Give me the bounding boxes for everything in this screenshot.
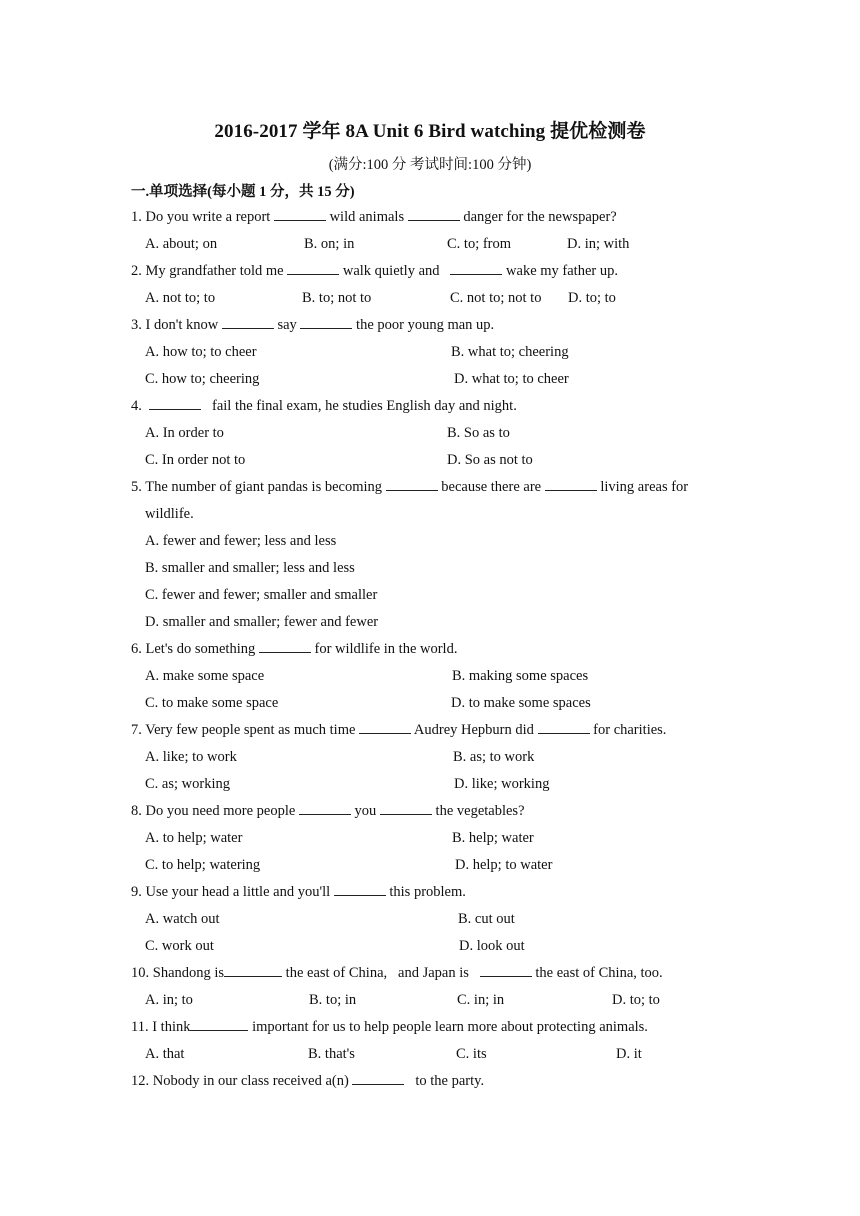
- question-text: you: [354, 803, 377, 819]
- option-b[interactable]: B. making some spaces: [452, 668, 589, 684]
- option-b[interactable]: B. So as to: [447, 425, 510, 441]
- question-4: [131, 397, 517, 415]
- question-text: the east of China,: [285, 965, 388, 981]
- answer-blank[interactable]: [386, 478, 438, 491]
- option-d[interactable]: D. help; to water: [455, 857, 553, 873]
- option-a[interactable]: A. in; to: [145, 992, 193, 1008]
- answer-blank[interactable]: [274, 208, 326, 221]
- option-a[interactable]: A. In order to: [145, 425, 224, 441]
- question-text: 9. Use your head a little and you'll: [131, 884, 331, 900]
- option-a[interactable]: A. about; on: [145, 236, 218, 252]
- option-b[interactable]: B. to; not to: [302, 290, 372, 306]
- option-b[interactable]: B. what to; cheering: [451, 344, 569, 360]
- question-text: 2. My grandfather told me: [131, 263, 284, 279]
- question-text: 8. Do you need more people: [131, 803, 296, 819]
- option-d[interactable]: D. smaller and smaller; fewer and fewer: [145, 614, 379, 630]
- question-text: important for us to help people learn more about protecting animals.: [252, 1019, 648, 1035]
- option-b[interactable]: B. that's: [308, 1046, 355, 1062]
- question-9: [131, 883, 466, 901]
- question-11: [131, 1018, 648, 1036]
- option-d[interactable]: D. what to; to cheer: [454, 371, 569, 387]
- question-text: wild animals: [329, 209, 405, 225]
- option-b[interactable]: B. on; in: [304, 236, 355, 252]
- answer-blank[interactable]: [545, 478, 597, 491]
- option-d[interactable]: D. it: [616, 1046, 642, 1062]
- page-title: 2016-2017 学年 8A Unit 6 Bird watching 提优检测卷: [214, 121, 646, 142]
- question-text: 6. Let's do something: [131, 641, 256, 657]
- option-a[interactable]: A. like; to work: [145, 749, 237, 765]
- answer-blank[interactable]: [222, 316, 274, 329]
- option-d[interactable]: D. to; to: [568, 290, 616, 306]
- option-c[interactable]: C. to; from: [447, 236, 512, 252]
- option-b[interactable]: B. to; in: [309, 992, 357, 1008]
- option-c[interactable]: C. In order not to: [145, 452, 246, 468]
- option-a[interactable]: A. make some space: [145, 668, 265, 684]
- question-text: Audrey Hepburn did: [413, 722, 534, 738]
- option-a[interactable]: A. that: [145, 1046, 185, 1062]
- option-c[interactable]: C. to help; watering: [145, 857, 261, 873]
- answer-blank[interactable]: [224, 964, 282, 977]
- question-continuation: wildlife.: [145, 506, 194, 522]
- option-a[interactable]: A. watch out: [145, 911, 220, 927]
- question-text: and Japan is: [398, 965, 469, 981]
- question-12: [131, 1072, 484, 1090]
- question-1: [131, 208, 617, 226]
- answer-blank[interactable]: [450, 262, 502, 275]
- section-heading: 一.单项选择(每小题 1 分，共 15 分): [131, 184, 355, 200]
- option-b[interactable]: B. cut out: [458, 911, 515, 927]
- answer-blank[interactable]: [299, 802, 351, 815]
- option-c[interactable]: C. to make some space: [145, 695, 279, 711]
- option-a[interactable]: A. how to; to cheer: [145, 344, 257, 360]
- option-c[interactable]: C. its: [456, 1046, 487, 1062]
- question-text: walk quietly and: [342, 263, 440, 279]
- option-d[interactable]: D. to; to: [612, 992, 660, 1008]
- answer-blank[interactable]: [149, 397, 201, 410]
- question-5: [131, 478, 688, 496]
- question-text: for charities.: [593, 722, 667, 738]
- option-d[interactable]: D. in; with: [567, 236, 630, 252]
- question-text: 10. Shandong is: [131, 965, 225, 981]
- question-text: this problem.: [389, 884, 466, 900]
- question-text: the vegetables?: [435, 803, 525, 819]
- option-d[interactable]: D. like; working: [454, 776, 550, 792]
- option-c[interactable]: C. in; in: [457, 992, 505, 1008]
- question-text: 5. The number of giant pandas is becoming: [131, 479, 383, 495]
- question-text: living areas for: [600, 479, 689, 495]
- question-3: [131, 316, 494, 334]
- option-c[interactable]: C. as; working: [145, 776, 230, 792]
- question-text: 3. I don't know: [131, 317, 219, 333]
- question-2: [131, 262, 618, 280]
- question-text: for wildlife in the world.: [314, 641, 458, 657]
- question-text: because there are: [441, 479, 542, 495]
- question-text: say: [277, 317, 297, 333]
- option-a[interactable]: A. fewer and fewer; less and less: [145, 533, 337, 549]
- question-text: fail the final exam, he studies English day and night.: [212, 398, 517, 414]
- answer-blank[interactable]: [287, 262, 339, 275]
- question-text: danger for the newspaper?: [463, 209, 617, 225]
- option-d[interactable]: D. So as not to: [447, 452, 533, 468]
- option-b[interactable]: B. as; to work: [453, 749, 535, 765]
- option-a[interactable]: A. not to; to: [145, 290, 216, 306]
- question-10: [131, 964, 663, 982]
- option-d[interactable]: D. look out: [459, 938, 525, 954]
- exam-info: (满分:100 分 考试时间:100 分钟): [328, 157, 532, 173]
- answer-blank[interactable]: [259, 640, 311, 653]
- answer-blank[interactable]: [190, 1018, 248, 1031]
- answer-blank[interactable]: [359, 721, 411, 734]
- question-text: the east of China, too.: [535, 965, 663, 981]
- answer-blank[interactable]: [334, 883, 386, 896]
- answer-blank[interactable]: [380, 802, 432, 815]
- question-text: 11. I think: [131, 1019, 191, 1035]
- question-text: 1. Do you write a report: [131, 209, 271, 225]
- question-text: 4.: [131, 398, 142, 414]
- question-text: to the party.: [415, 1073, 485, 1089]
- answer-blank[interactable]: [352, 1072, 404, 1085]
- option-c[interactable]: C. how to; cheering: [145, 371, 260, 387]
- question-6: [131, 640, 457, 658]
- question-8: [131, 802, 525, 820]
- answer-blank[interactable]: [480, 964, 532, 977]
- option-d[interactable]: D. to make some spaces: [451, 695, 591, 711]
- option-c[interactable]: C. fewer and fewer; smaller and smaller: [145, 587, 378, 603]
- option-b[interactable]: B. help; water: [452, 830, 534, 846]
- option-c[interactable]: C. work out: [145, 938, 214, 954]
- answer-blank[interactable]: [408, 208, 460, 221]
- answer-blank[interactable]: [300, 316, 352, 329]
- option-b[interactable]: B. smaller and smaller; less and less: [145, 560, 355, 576]
- option-a[interactable]: A. to help; water: [145, 830, 243, 846]
- option-c[interactable]: C. not to; not to: [450, 290, 542, 306]
- question-7: [131, 721, 666, 739]
- answer-blank[interactable]: [538, 721, 590, 734]
- question-text: 7. Very few people spent as much time: [131, 722, 356, 738]
- question-text: the poor young man up.: [356, 317, 495, 333]
- question-text: 12. Nobody in our class received a(n): [131, 1073, 349, 1089]
- question-text: wake my father up.: [506, 263, 618, 279]
